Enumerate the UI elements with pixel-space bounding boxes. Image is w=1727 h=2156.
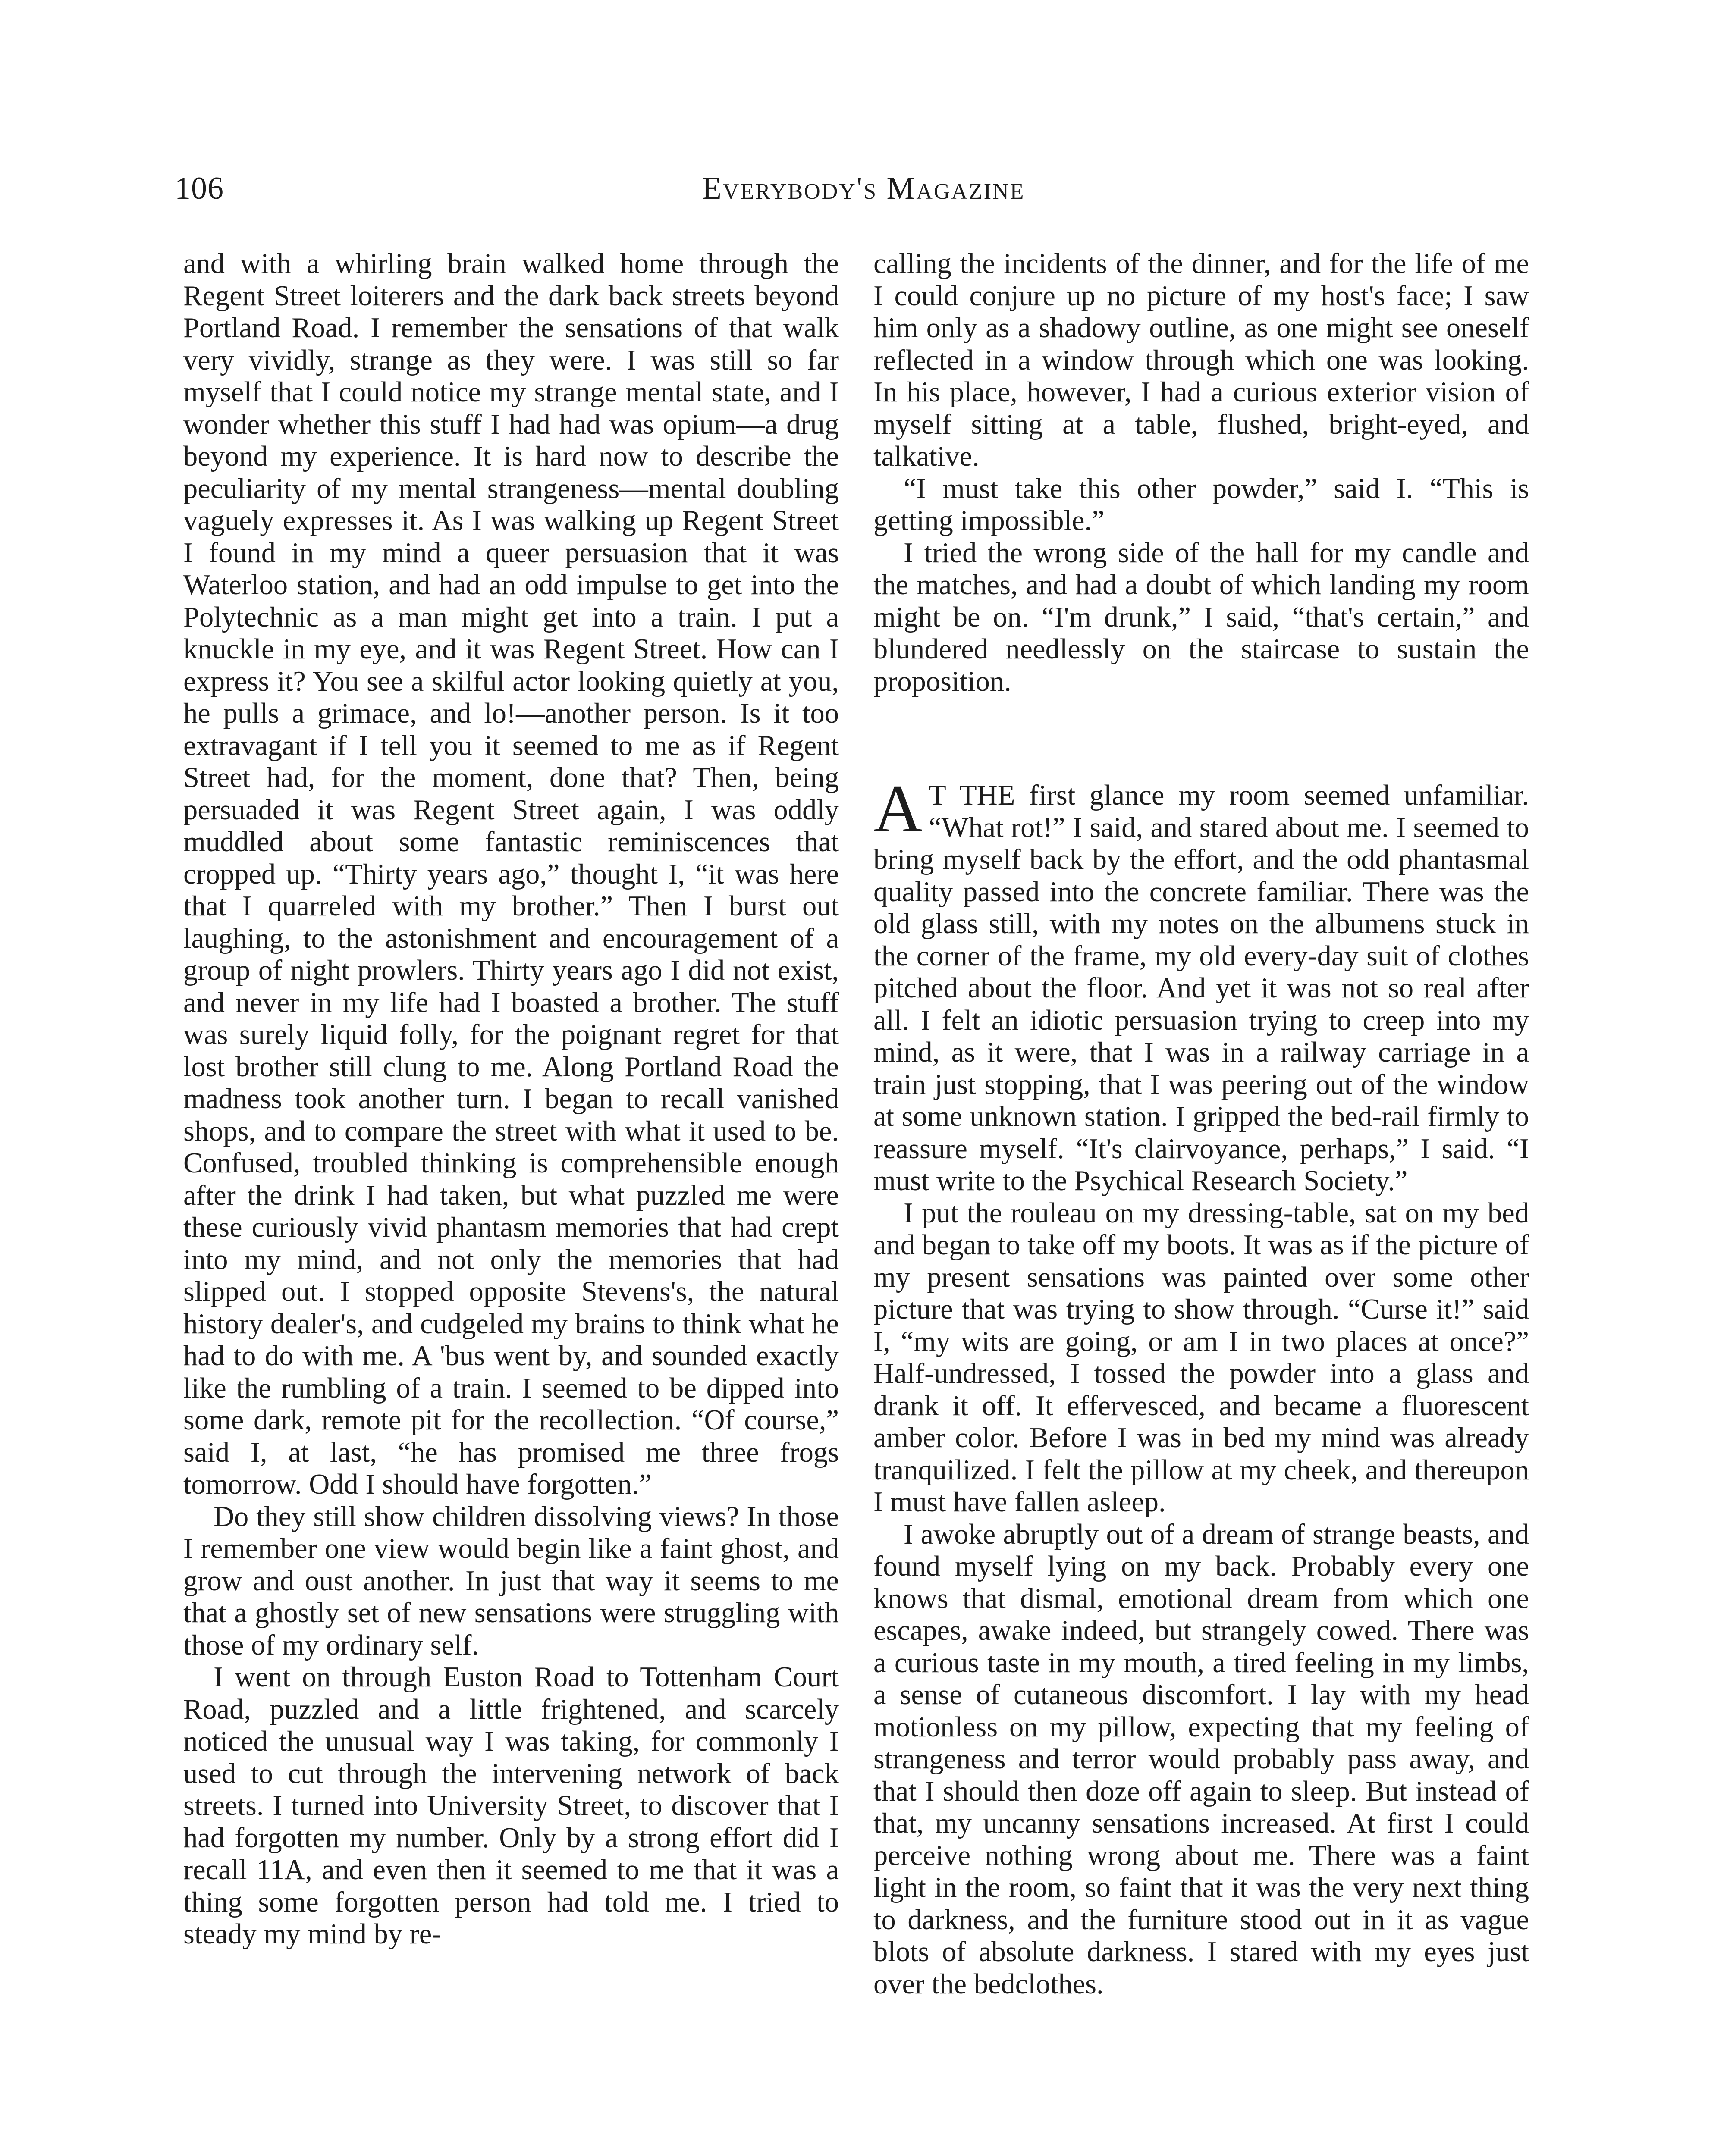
right-paragraph-5: I put the rouleau on my dressing-table, sat on my bed and began to take off my boots. It was as if the picture of my present sensations was painted over some other picture that was trying to show through. “Curse it!” said I, “my wits are going, or am I in two places at once?” Half-undressed, I tossed the powder into a glass and drank it off. It effervesced, and became a fluorescent amber color. Before I was in bed my mind was already tranquilized. I felt the pillow at my cheek, and thereupon I must have fallen asleep. — [873, 1197, 1529, 1518]
left-paragraph-3: I went on through Euston Road to Tottenham Court Road, puzzled and a little frightened, and scarcely noticed the unusual way I was taking, for commonly I used to cut through the intervening network of back streets. I turned into University Street, to discover that I had forgotten my number. Only by a strong effort did I recall 11A, and even then it seemed to me that it was a thing some forgotten person had told me. I tried to steady my mind by re- — [183, 1661, 839, 1950]
opening-small-caps: T THE — [929, 780, 1015, 811]
section-opening-paragraph — [873, 771, 1529, 1197]
section-break — [873, 698, 1529, 780]
right-column — [873, 248, 1529, 2000]
left-paragraph-1: and with a whirling brain walked home through the Regent Street loiterers and the dark back streets beyond Portland Road. I remember the sensations of that walk very vividly, strange as they were. I was still so far myself that I could notice my strange mental state, and I wonder whether this stuff I had had was opium—a drug beyond my experience. It is hard now to describe the peculiarity of my mental strangeness—mental doubling vaguely expresses it. As I was walking up Regent Street I found in my mind a queer persuasion that it was Waterloo station, and had an odd impulse to get into the Polytechnic as a man might get into a train. I put a knuckle in my eye, and it was Regent Street. How can I express it? You see a skilful actor looking quietly at you, he pulls a grimace, and lo!—another person. Is it too extravagant if I tell you it seemed to me as if Regent Street had, for the moment, done that? Then, being persuaded it was Regent Street again, I was oddly muddled about some fantastic reminiscences that cropped up. “Thirty years ago,” thought I, “it was here that I quarreled with my brother.” Then I burst out laughing, to the astonishment and encouragement of a group of night prowlers. Thirty years ago I did not exist, and never in my life had I boasted a brother. The stuff was surely liquid folly, for the poignant regret for that lost brother still clung to me. Along Portland Road the madness took another turn. I began to recall vanished shops, and to compare the street with what it used to be. Confused, troubled thinking is comprehensible enough after the drink I had taken, but what puzzled me were these curiously vivid phantasm memories that had crept into my mind, and not only the memories that had slipped out. I stopped opposite Stevens's, the natural history dealer's, and cudgeled my brains to think what he had to do with me. A 'bus went by, and sounded exactly like the rumbling of a train. I seemed to be dipped into some dark, remote pit for the recollection. “Of course,” said I, at last, “he has promised me three frogs tomorrow. Odd I should have forgotten.” — [183, 248, 839, 1500]
opening-text: first glance my room seemed unfamiliar. “What rot!” I said, and stared about me. I seemed to bring myself back by the effort, and the odd phantasmal quality passed into the concrete familiar. There was the old glass still, with my notes on the albumens stuck in the corner of the frame, my old every-day suit of clothes pitched about the floor. And yet it was not so real after all. I felt an idiotic persuasion trying to creep into my mind, as it were, that I was in a railway carriage in a train just stopping, that I was peering out of the window at some unknown station. I gripped the bed-rail firmly to reassure myself. “It's clairvoyance, perhaps,” I said. “I must write to the Psychical Research Society.” — [873, 780, 1529, 1197]
right-paragraph-6: I awoke abruptly out of a dream of strange beasts, and found myself lying on my back. Probably every one knows that dismal, emotional dream from which one escapes, awake indeed, but strangely cowed. There was a curious taste in my mouth, a tired feeling in my limbs, a sense of cutaneous discomfort. I lay with my head motionless on my pillow, expecting that my feeling of strangeness and terror would probably pass away, and that I should then doze off again to sleep. But instead of that, my uncanny sensations increased. At first I could perceive nothing wrong about me. There was a faint light in the room, so faint that it was the very next thing to darkness, and the furniture stood out in it as vague blots of absolute darkness. I stared with my eyes just over the bedclothes. — [873, 1518, 1529, 2000]
right-paragraph-1: calling the incidents of the dinner, and for the life of me I could conjure up no picture of my host's face; I saw him only as a shadowy outline, as one might see oneself reflected in a window through which one was looking. In his place, however, I had a curious exterior vision of myself sitting at a table, flushed, bright-eyed, and talkative. — [873, 248, 1529, 472]
left-paragraph-2: Do they still show children dissolving views? In those I remember one view would begin like a faint ghost, and grow and oust another. In just that way it seems to me that a ghostly set of new sensations were struggling with those of my ordinary self. — [183, 1501, 839, 1661]
running-head: Everybody's Magazine — [702, 171, 1025, 206]
left-column — [183, 248, 839, 1951]
right-paragraph-3: I tried the wrong side of the hall for my candle and the matches, and had a doubt of which landing my room might be on. “I'm drunk,” I said, “that's certain,” and blundered needlessly on the staircase to sustain the proposition. — [873, 537, 1529, 697]
page-number: 106 — [175, 171, 224, 206]
right-paragraph-2: “I must take this other powder,” said I. “This is getting impossible.” — [873, 473, 1529, 536]
drop-cap: A — [873, 771, 923, 846]
